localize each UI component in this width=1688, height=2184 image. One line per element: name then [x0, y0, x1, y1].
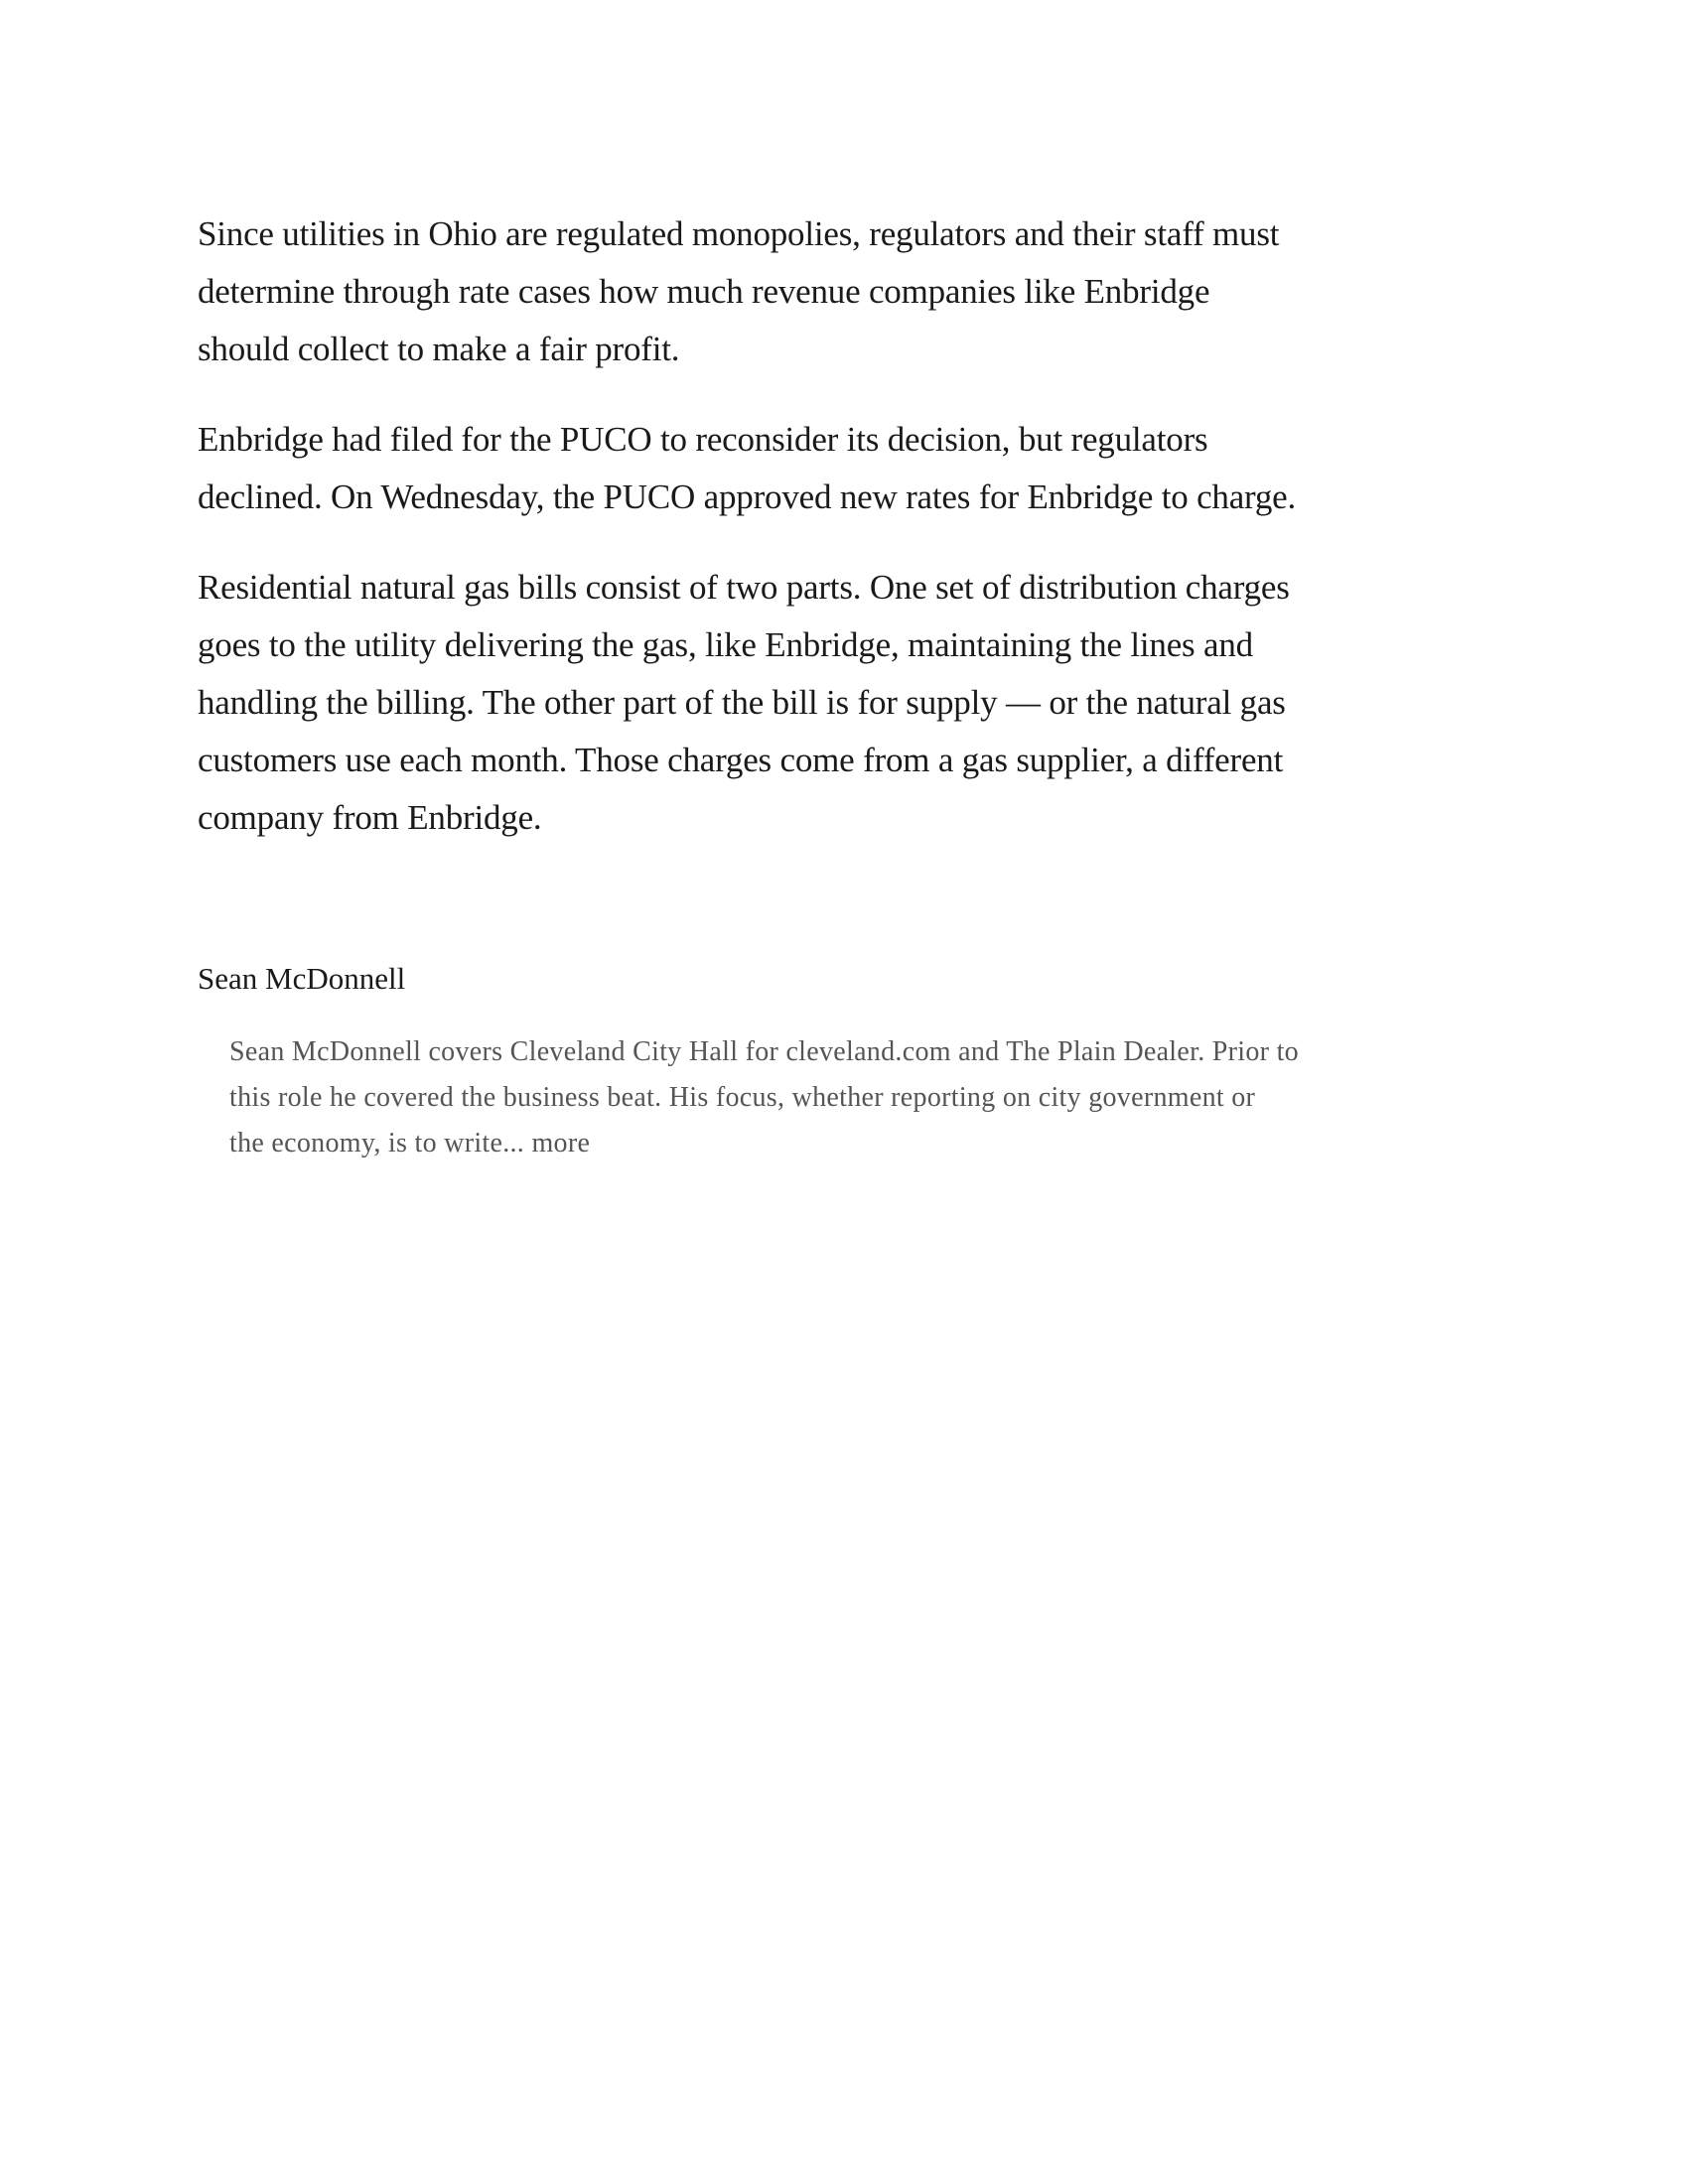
bio-line: this role he covered the business beat. His focus, whether reporting on city government or — [229, 1082, 1256, 1113]
text-line: goes to the utility delivering the gas, like Enbridge, maintaining the lines and — [198, 625, 1253, 664]
bio-more-link[interactable]: more — [531, 1128, 591, 1159]
text-line: should collect to make a fair profit. — [198, 330, 680, 368]
author-bio — [229, 1029, 1520, 1166]
bio-line-text: the economy, is to write... — [229, 1128, 525, 1159]
paragraph-gas-bills — [198, 559, 1488, 847]
bio-line: Sean McDonnell covers Cleveland City Hall for cleveland.com and The Plain Dealer. Prior to — [229, 1036, 1299, 1067]
text-line: Residential natural gas bills consist of two parts. One set of distribution charges — [198, 568, 1290, 607]
text-line: Since utilities in Ohio are regulated monopolies, regulators and their staff must — [198, 214, 1280, 253]
bio-line — [229, 1121, 1520, 1166]
paragraph-reconsideration — [198, 411, 1488, 526]
text-line: company from Enbridge. — [198, 798, 542, 837]
text-line: determine through rate cases how much revenue companies like Enbridge — [198, 272, 1210, 311]
text-line: Enbridge had filed for the PUCO to reconsider its decision, but regulators — [198, 420, 1208, 459]
text-line: declined. On Wednesday, the PUCO approved new rates for Enbridge to charge. — [198, 478, 1297, 516]
paragraph-rate-cases — [198, 205, 1488, 378]
text-line: customers use each month. Those charges come from a gas supplier, a different — [198, 741, 1284, 779]
text-line: handling the billing. The other part of the bill is for supply — or the natural gas — [198, 683, 1286, 722]
article-body — [198, 205, 1488, 880]
author-name: Sean McDonnell — [198, 961, 406, 996]
